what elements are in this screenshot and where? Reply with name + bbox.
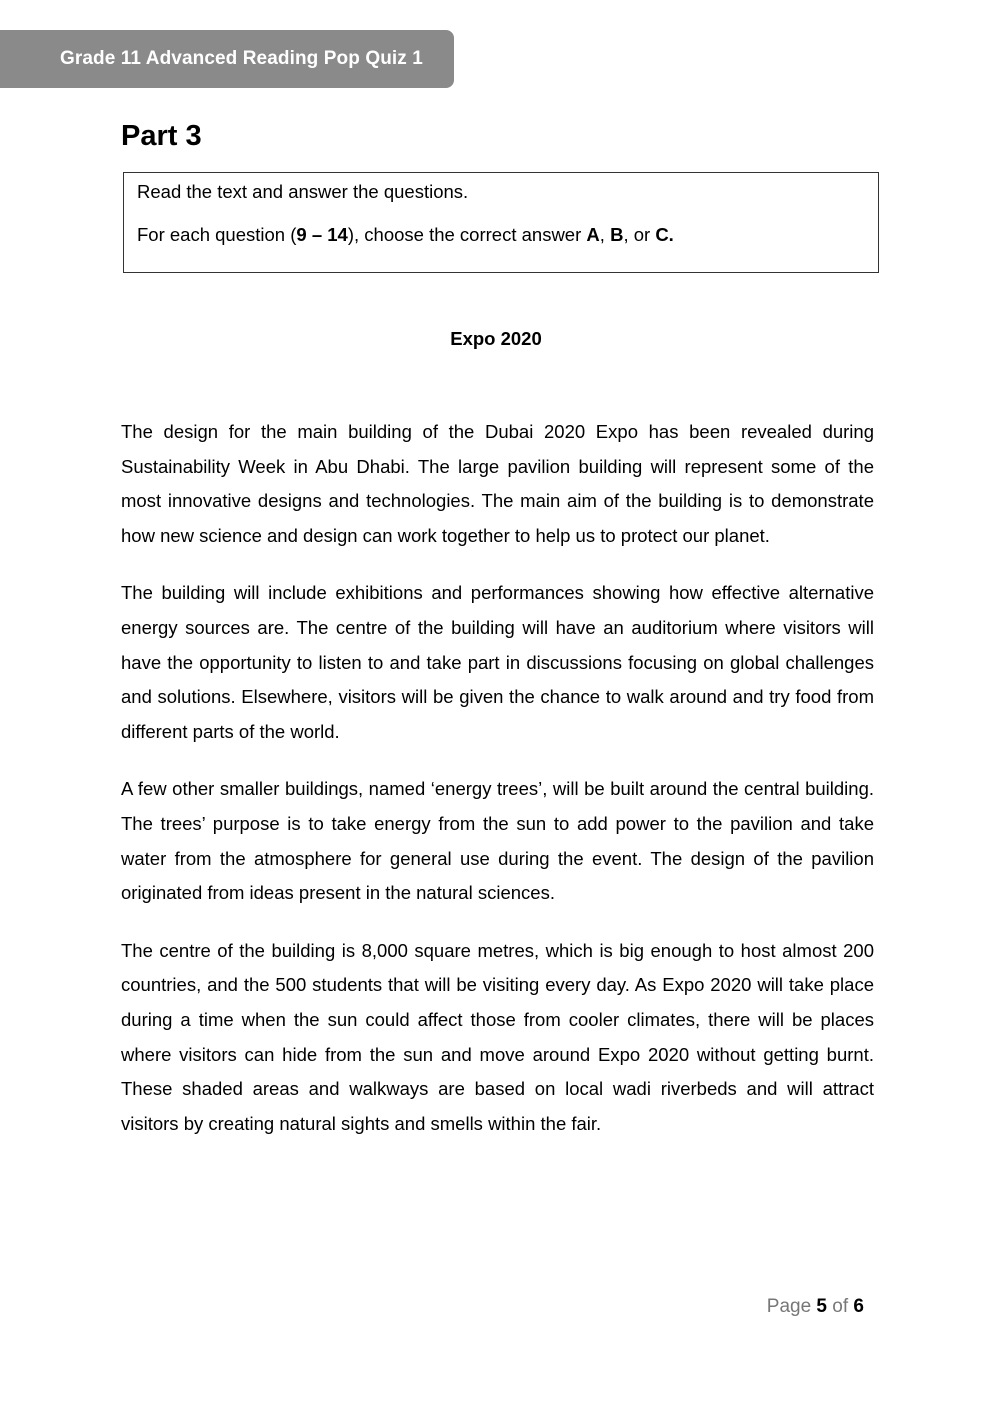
article-body xyxy=(121,415,874,1164)
instructions-line-1: Read the text and answer the questions. xyxy=(137,181,469,202)
total-pages: 6 xyxy=(853,1296,864,1317)
of-label: of xyxy=(832,1296,849,1317)
option-c: C. xyxy=(655,224,674,245)
article-paragraph-3: A few other smaller buildings, named ‘energy trees’, will be built around the central building. The trees’ purpose is to take energy from the sun to add power to the pavilion and take water from the atmosphere for general use during the event. The design of the pavilion originated from ideas present in the natural sciences. xyxy=(121,778,874,904)
article-paragraph-4: The centre of the building is 8,000 square metres, which is big enough to host almost 200 countries, and the 500 students that will be visiting every day. As Expo 2020 will take place during a time when the sun could affect those from cooler climates, there will be places where visitors can hide from the sun and move around Expo 2020 without getting burnt. These shaded areas and walkways are based on local wadi riverbeds and will attract visitors by creating natural sights and smells within the fair. xyxy=(121,939,874,1134)
instructions-mid: ), choose the correct answer xyxy=(347,224,587,245)
option-b: B xyxy=(610,224,624,245)
article-paragraph-2: The building will include exhibitions and performances showing how effective alternative energy sources are. The centre of the building will have an auditorium where visitors will have the opportunity to listen to and take part in discussions focusing on global challenges and solutions. Elsewhere, visitors will be given the chance to walk around and try food from different parts of the world. xyxy=(121,582,874,742)
part-title: Part 3 xyxy=(121,120,202,152)
instructions-line-2 xyxy=(137,222,865,248)
page-label: Page xyxy=(766,1296,812,1317)
current-page: 5 xyxy=(816,1296,827,1317)
header-tab xyxy=(0,30,454,88)
article-title: Expo 2020 xyxy=(450,328,542,349)
instructions-prefix: For each question ( xyxy=(137,224,297,245)
article-paragraph-1: The design for the main building of the Dubai 2020 Expo has been revealed during Sustainability Week in Abu Dhabi. The large pavilion building will represent some of the most innovative designs and technologies. The main aim of the building is to demonstrate how new science and design can work together to help us to protect our planet. xyxy=(121,421,874,546)
page-number xyxy=(767,1296,864,1318)
quiz-title: Grade 11 Advanced Reading Pop Quiz 1 xyxy=(60,48,423,69)
separator-2: , or xyxy=(623,224,656,245)
separator-1: , xyxy=(599,224,611,245)
question-range: 9 – 14 xyxy=(296,224,348,245)
instructions-box xyxy=(123,172,879,273)
option-a: A xyxy=(586,224,600,245)
